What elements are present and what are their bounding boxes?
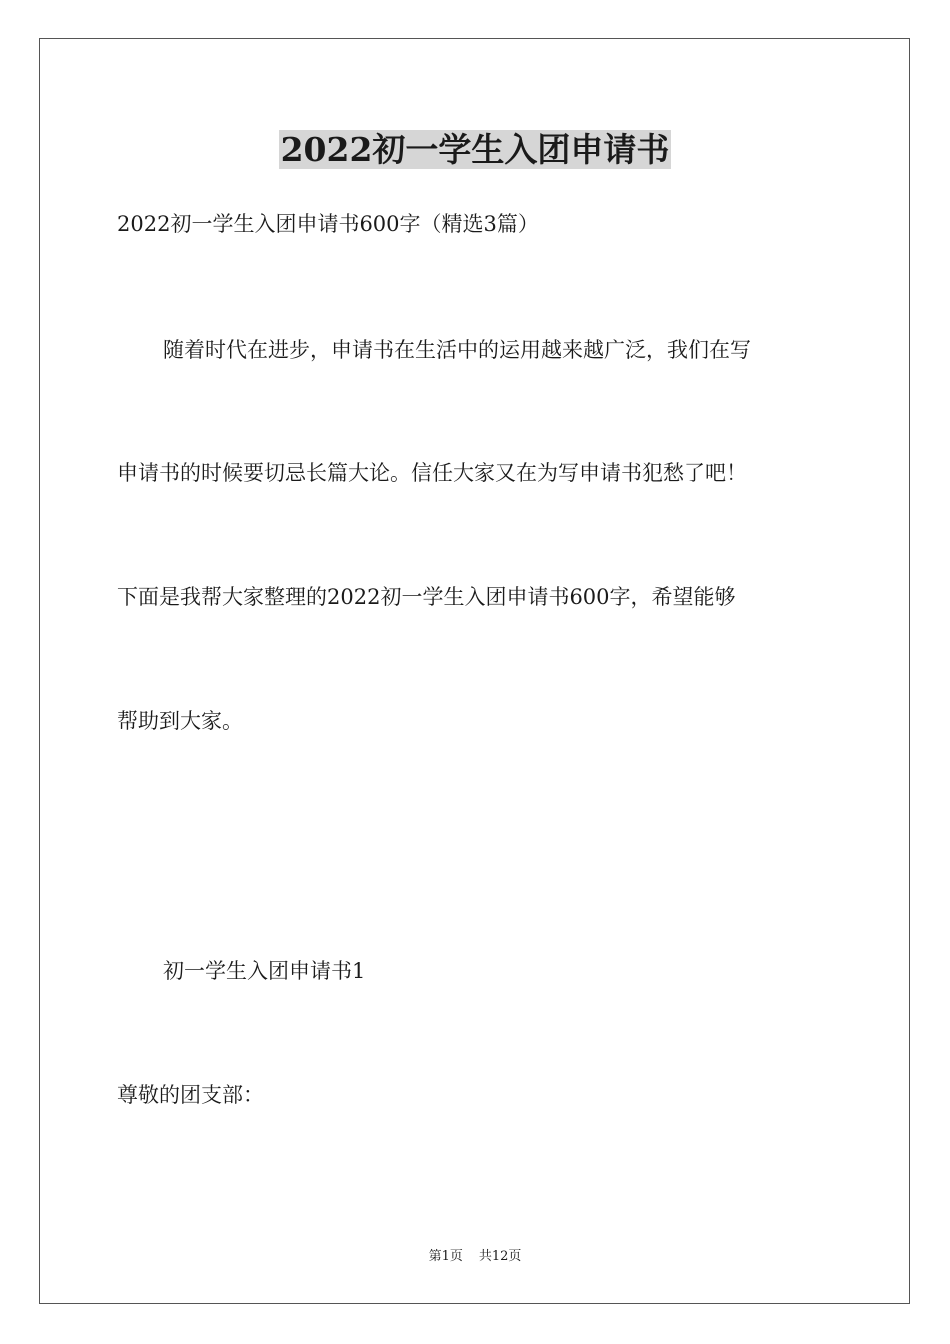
page-total: 共12页 (478, 1249, 522, 1264)
document-subtitle: 2022初一学生入团申请书600字（精选3篇） (117, 212, 539, 236)
page-footer (0, 1248, 950, 1266)
document-title-text: 2022初一学生入团申请书 (280, 130, 670, 169)
intro-line-3: 下面是我帮大家整理的2022初一学生入团申请书600字，希望能够 (117, 585, 736, 609)
document-title (0, 128, 950, 172)
section-heading: 初一学生入团申请书1 (163, 959, 366, 983)
intro-line-4: 帮助到大家。 (117, 709, 243, 733)
intro-line-2: 申请书的时候要切忌长篇大论。信任大家又在为写申请书犯愁了吧！ (117, 461, 747, 485)
intro-line-1: 随着时代在进步，申请书在生活中的运用越来越广泛，我们在写 (163, 338, 751, 362)
salutation: 尊敬的团支部： (117, 1083, 264, 1107)
page-number: 第1页 (428, 1249, 463, 1264)
